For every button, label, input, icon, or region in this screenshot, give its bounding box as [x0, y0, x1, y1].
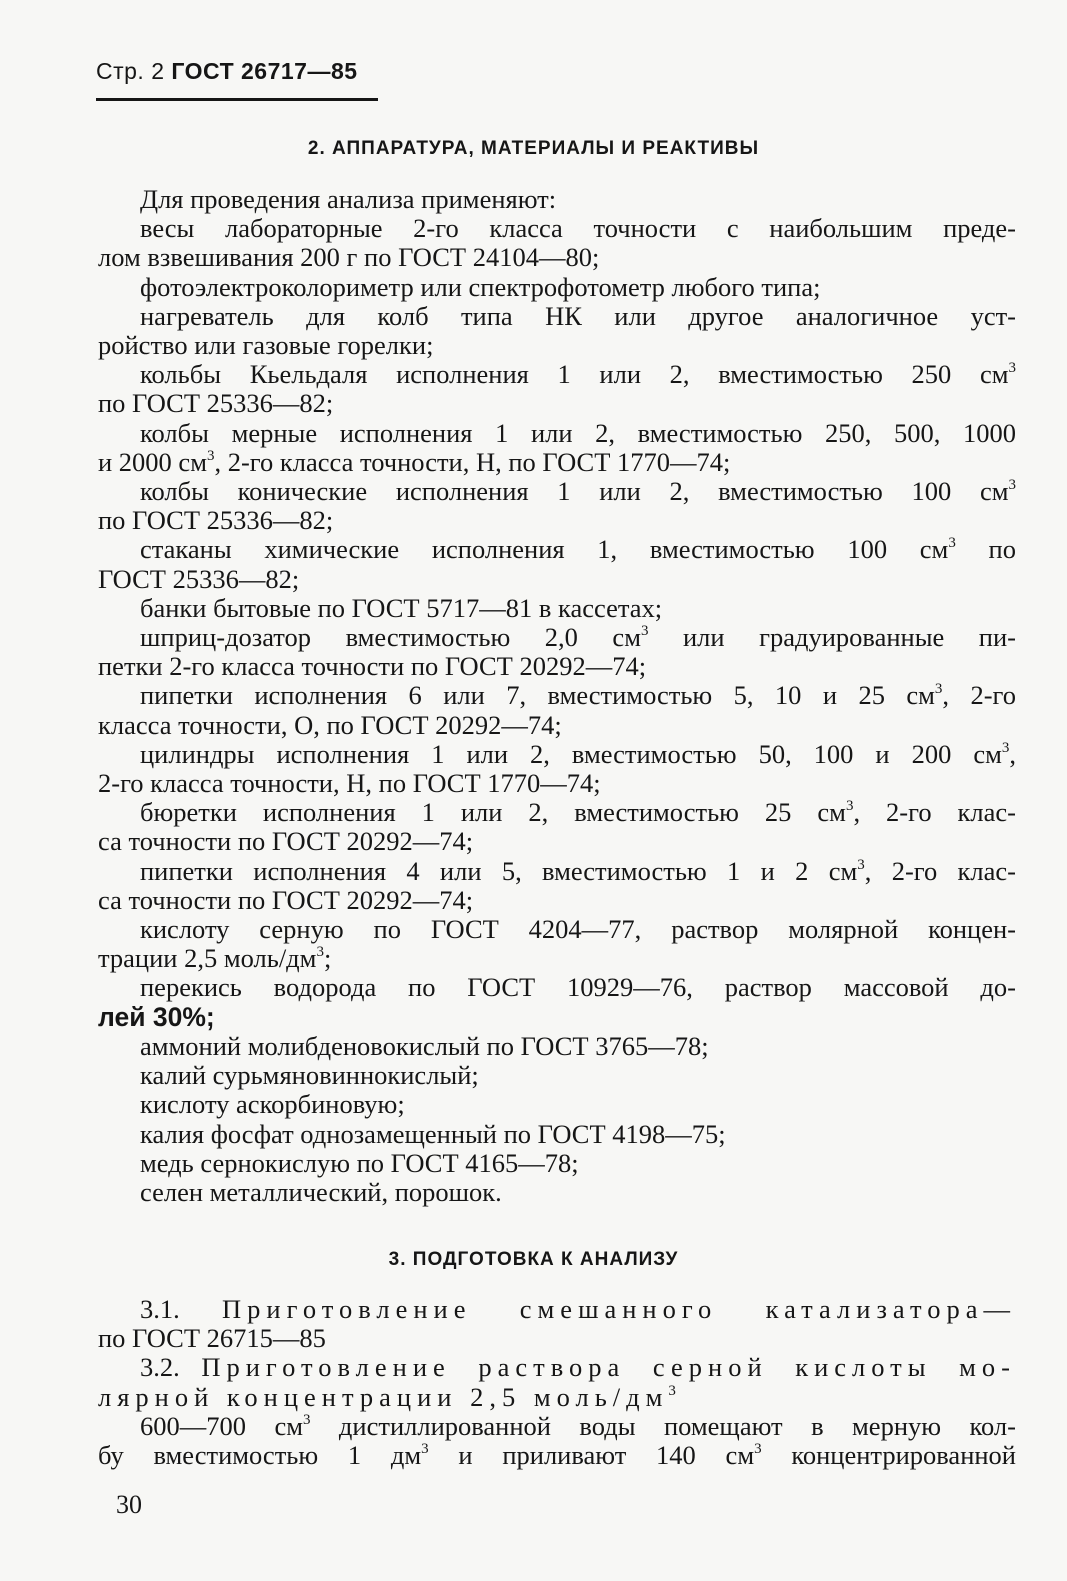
section-2-body [98, 185, 1016, 1207]
equipment-item-line: лей 30%; [98, 1001, 215, 1032]
equipment-item-line: са точности по ГОСТ 20292—74; [98, 826, 474, 857]
equipment-item-line: лом взвешивания 200 г по ГОСТ 24104—80; [98, 242, 600, 273]
clause-3-1-reference: по ГОСТ 26715—85 [98, 1323, 326, 1354]
section-2-intro: Для проведения анализа применяют: [140, 184, 557, 214]
equipment-item-line: стаканы химические исполнения 1, вместимостью 100 $см^3$ по [140, 534, 1016, 565]
section-3-title: 3. ПОДГОТОВКА К АНАЛИЗУ [388, 1249, 679, 1270]
equipment-item-line: кислоту серную по ГОСТ 4204—77, раствор молярной концен- [140, 914, 1016, 945]
section-2-title: 2. АППАРАТУРА, МАТЕРИАЛЫ И РЕАКТИВЫ [307, 138, 760, 159]
equipment-item-line: калий сурьмяновиннокислый; [140, 1060, 479, 1091]
equipment-item-line: петки 2-го класса точности по ГОСТ 20292—74; [98, 651, 647, 682]
equipment-item-line: фотоэлектроколориметр или спектрофотометр любого типа; [140, 271, 821, 302]
running-head [96, 58, 358, 85]
standard-code: ГОСТ 26717—85 [171, 58, 358, 84]
equipment-item-line: трации 2,5 моль/$дм^3$; [98, 943, 332, 974]
equipment-item-line: и 2000 $см^3$, 2-го класса точности, Н, по ГОСТ 1770—74; [98, 446, 731, 477]
equipment-item-line: по ГОСТ 25336—82; [98, 388, 334, 419]
clause-3-2-body-line: бу вместимостью 1 $дм^3$ и приливают 140 $см^3$ концентрированной [98, 1440, 1016, 1471]
equipment-item-line: ройство или газовые горелки; [98, 330, 434, 361]
clause-3-2-heading [98, 1353, 1016, 1382]
equipment-item-line: калия фосфат однозамещенный по ГОСТ 4198—75; [140, 1118, 726, 1149]
page-number: 30 [116, 1490, 142, 1519]
equipment-item-line: банки бытовые по ГОСТ 5717—81 в кассетах; [140, 592, 663, 623]
equipment-item-line: пипетки исполнения 6 или 7, вместимостью 5, 10 и 25 $см^3$, 2-го [140, 680, 1016, 711]
equipment-item-line: селен металлический, порошок. [140, 1176, 502, 1207]
equipment-item-line: медь сернокислую по ГОСТ 4165—78; [140, 1147, 579, 1178]
equipment-item-line: колбы конические исполнения 1 или 2, вместимостью 100 $см^3$ [140, 476, 1016, 507]
equipment-item-line: 2-го класса точности, Н, по ГОСТ 1770—74; [98, 768, 601, 799]
equipment-item-line: шприц-дозатор вместимостью 2,0 $см^3$ или градуированные пи- [140, 622, 1016, 653]
equipment-item-line: са точности по ГОСТ 20292—74; [98, 884, 474, 915]
clause-title: Приготовление раствора серной кислоты мо- [201, 1352, 1016, 1383]
header-rule [96, 98, 378, 101]
equipment-item-line: аммоний молибденовокислый по ГОСТ 3765—78; [140, 1030, 709, 1061]
clause-number: 3.2. [140, 1352, 180, 1383]
equipment-item-line: цилиндры исполнения 1 или 2, вместимостью 50, 100 и 200 $см^3$, [140, 738, 1016, 769]
equipment-item-line: по ГОСТ 25336—82; [98, 505, 334, 536]
equipment-item-line: класса точности, О, по ГОСТ 20292—74; [98, 709, 562, 740]
equipment-item-line: весы лабораторные 2-го класса точности с наибольшим преде- [140, 213, 1016, 244]
clause-number: 3.1. [140, 1294, 180, 1324]
equipment-item-line: бюретки исполнения 1 или 2, вместимостью 25 $см^3$, 2-го клас- [140, 797, 1016, 828]
clause-title: Приготовление смешанного катализатора— [222, 1294, 1016, 1324]
equipment-item-line: кольбы Кьельдаля исполнения 1 или 2, вместимостью 250 $см^3$ [140, 359, 1016, 390]
clause-3-1-heading [98, 1295, 1016, 1324]
clause-3-2-heading-cont: лярной концентрации 2,5 моль/$дм^3$ [98, 1381, 682, 1412]
equipment-item-line: нагреватель для колб типа НК или другое аналогичное уст- [140, 300, 1016, 331]
clause-3-2-body-line: 600—700 $см^3$ дистиллированной воды помещают в мерную кол- [140, 1410, 1016, 1441]
page-label: Стр. 2 [96, 58, 165, 84]
equipment-item-line: перекись водорода по ГОСТ 10929—76, раствор массовой до- [140, 972, 1016, 1003]
section-3-body [98, 1295, 1016, 1470]
equipment-item-line: кислоту аскорбиновую; [140, 1089, 405, 1120]
equipment-item-line: колбы мерные исполнения 1 или 2, вместимостью 250, 500, 1000 [140, 417, 1016, 448]
equipment-item-line: пипетки исполнения 4 или 5, вместимостью 1 и 2 $см^3$, 2-го клас- [140, 855, 1017, 886]
equipment-item-line: ГОСТ 25336—82; [98, 563, 300, 594]
